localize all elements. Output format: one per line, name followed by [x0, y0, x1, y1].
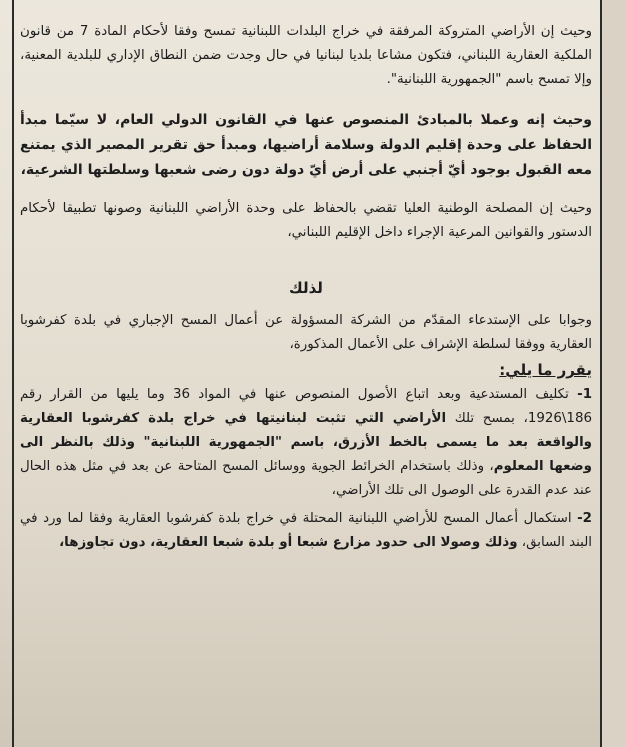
item-bold-text: الأراضي التي تثبت لبنانيتها في خراج بلدة كفرشوبا العقارية والواقعة بعد ما يسمى بالخط الأزرق، باسم "الجمهورية اللبنانية" وذلك بالنظر الى وضعها المعلوم [20, 411, 592, 474]
page-edge [602, 0, 626, 747]
paragraph-international-law: وحيث إنه وعملا بالمبادئ المنصوص عنها في القانون الدولي العام، لا سيّما مبدأ الحفاظ على وحدة إقليم الدولة وسلامة أراضيها، ومبدأ حق تقرير المصير الذي يمتنع معه القبول بوجود أيّ أجنبي على أرض أيّ دولة دون رضى شعبها وسلطتها الشرعية، [20, 112, 592, 178]
section-heading: لذلك [289, 279, 323, 297]
left-margin-line [12, 0, 14, 747]
item-number: 2- [577, 511, 592, 526]
item-text: ، وذلك باستخدام الخرائط الجوية ووسائل المسح المتاحة عن بعد في مثل هذه الحال عند عدم القدرة على الوصول الى تلك الأراضي، [20, 459, 592, 498]
item-bold-text: وذلك وصولا الى حدود مزارع شبعا أو بلدة شبعا العقارية، دون تجاوزها، [59, 535, 518, 550]
right-margin-line [600, 0, 602, 747]
paragraph-petition-response: وجوابا على الإستدعاء المقدّم من الشركة المسؤولة عن أعمال المسح الإجباري في بلدة كفرشوبا العقارية ووفقا لسلطة الإشراف على الأعمال المذكورة، [20, 313, 592, 352]
decision-item-2 [20, 507, 592, 555]
paragraph-land-survey-law: وحيث إن الأراضي المتروكة المرفقة في خراج البلدات اللبنانية تمسح وفقا لأحكام المادة 7 من قانون الملكية العقارية اللبناني، فتكون مشاعا بلديا لبنانيا في حال وجدت ضمن النطاق الإداري للبلدية المعنية، وإلا تمسح باسم "الجمهورية اللبنانية". [20, 24, 593, 87]
item-text: تكليف المستدعية وبعد اتباع الأصول المنصوص عنها في المواد 36 وما يليها من القرار رقم 186\1926، بمسح تلك [20, 387, 592, 426]
paragraph-national-interest: وحيث إن المصلحة الوطنية العليا تقضي بالحفاظ على وحدة الأراضي اللبنانية وصونها تطبيقا لأحكام الدستور والقوانين المرعية الإجراء داخل الإقليم اللبناني، [20, 201, 592, 240]
item-number: 1- [577, 387, 593, 402]
decision-heading: يقرر ما يلي: [499, 361, 592, 379]
decision-item-1 [20, 383, 592, 503]
document-body [20, 20, 592, 555]
item-text: استكمال أعمال المسح للأراضي اللبنانية المحتلة في خراج بلدة كفرشوبا العقارية وفقا لما ورد في البند السابق، [20, 511, 592, 550]
